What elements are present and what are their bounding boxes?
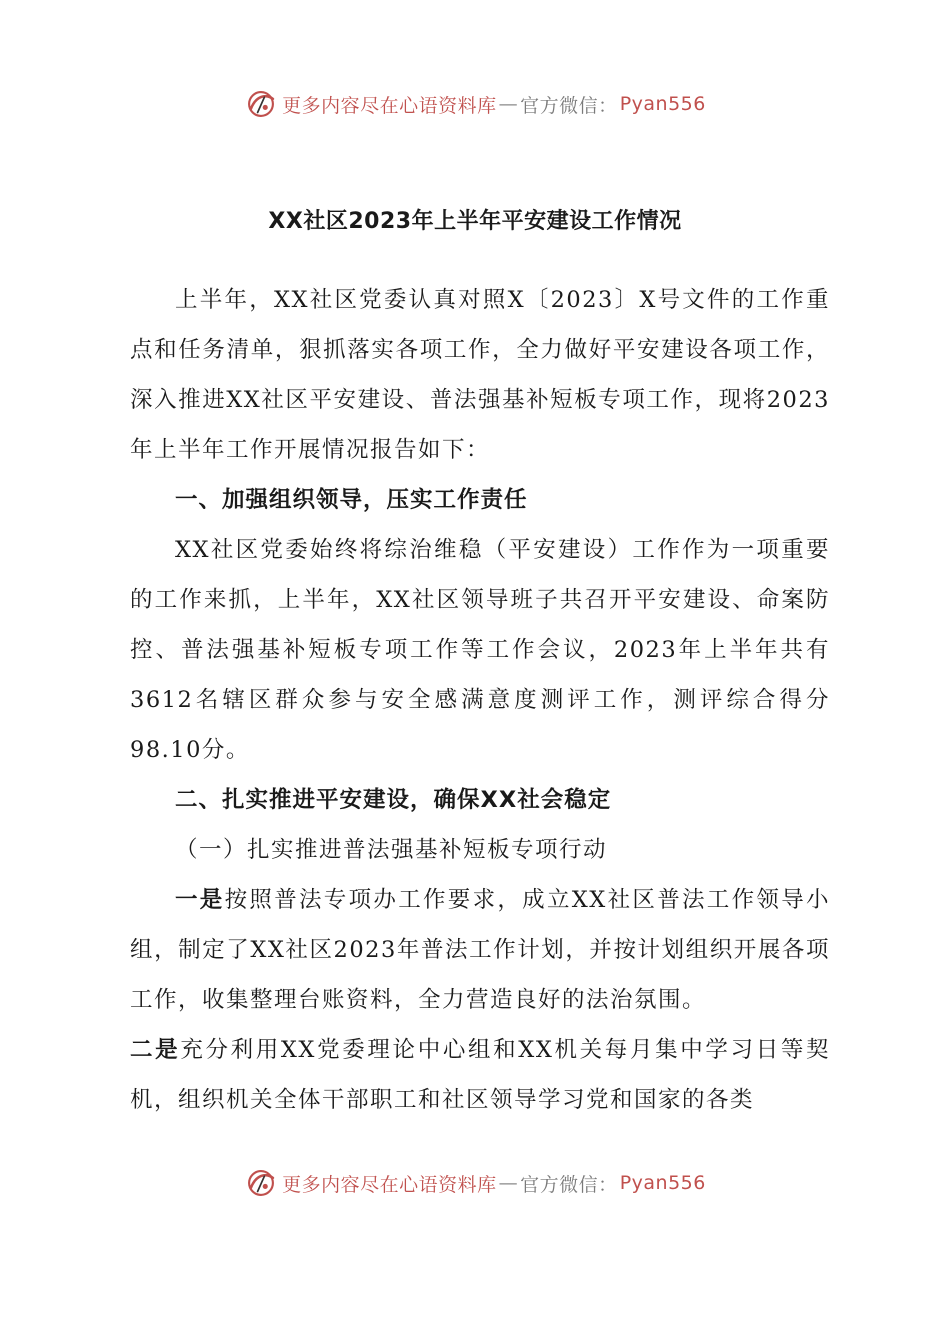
subsection-heading-1: （一）扎实推进普法强基补短板专项行动	[175, 837, 608, 863]
header-watermark-banner	[0, 84, 950, 124]
banner-wechat-label: 官方微信：	[520, 94, 618, 117]
intro-paragraph: 上半年，XX社区党委认真对照X〔2023〕X号文件的工作重点和任务清单，狠抓落实各项工作，全力做好平安建设各项工作，深入推进XX社区平安建设、普法强基补短板专项工作，现将2023年上半年工作开展情况报告如下：	[130, 287, 830, 463]
section-heading-2: 二、扎实推进平安建设，确保XX社会稳定	[175, 787, 612, 813]
point-1-lead: 一是	[175, 887, 225, 913]
banner-wechat-label: 官方微信：	[520, 1173, 618, 1196]
brand-logo-icon	[244, 1166, 278, 1200]
point-2-lead: 二是	[130, 1037, 181, 1063]
point-1-text: 按照普法专项办工作要求，成立XX社区普法工作领导小组，制定了XX社区2023年普法工作计划，并按计划组织开展各项工作，收集整理台账资料，全力营造良好的法治氛围。	[130, 887, 830, 1013]
banner-account: Pyan556	[619, 1172, 706, 1194]
brand-logo-icon	[244, 87, 278, 121]
footer-watermark-banner	[0, 1163, 950, 1203]
document-title: XX社区2023年上半年平安建设工作情况	[268, 209, 682, 234]
banner-brand-text: 更多内容尽在心语资料库	[282, 1173, 497, 1196]
section-1-paragraph: XX社区党委始终将综治维稳（平安建设）工作作为一项重要的工作来抓，上半年，XX社区领导班子共召开平安建设、命案防控、普法强基补短板专项工作等工作会议，2023年上半年共有3612名辖区群众参与安全感满意度测评工作，测评综合得分98.10分。	[130, 537, 830, 763]
banner-dash: —	[498, 93, 519, 115]
point-1-paragraph	[130, 875, 830, 1025]
banner-dash: —	[498, 1172, 519, 1194]
point-2-paragraph	[130, 1025, 830, 1125]
document-body	[130, 275, 830, 1125]
banner-account: Pyan556	[619, 93, 706, 115]
banner-brand-text: 更多内容尽在心语资料库	[282, 94, 497, 117]
section-heading-1: 一、加强组织领导，压实工作责任	[175, 487, 528, 513]
point-2-text: 充分利用XX党委理论中心组和XX机关每月集中学习日等契机，组织机关全体干部职工和社区领导学习党和国家的各类	[130, 1037, 830, 1113]
